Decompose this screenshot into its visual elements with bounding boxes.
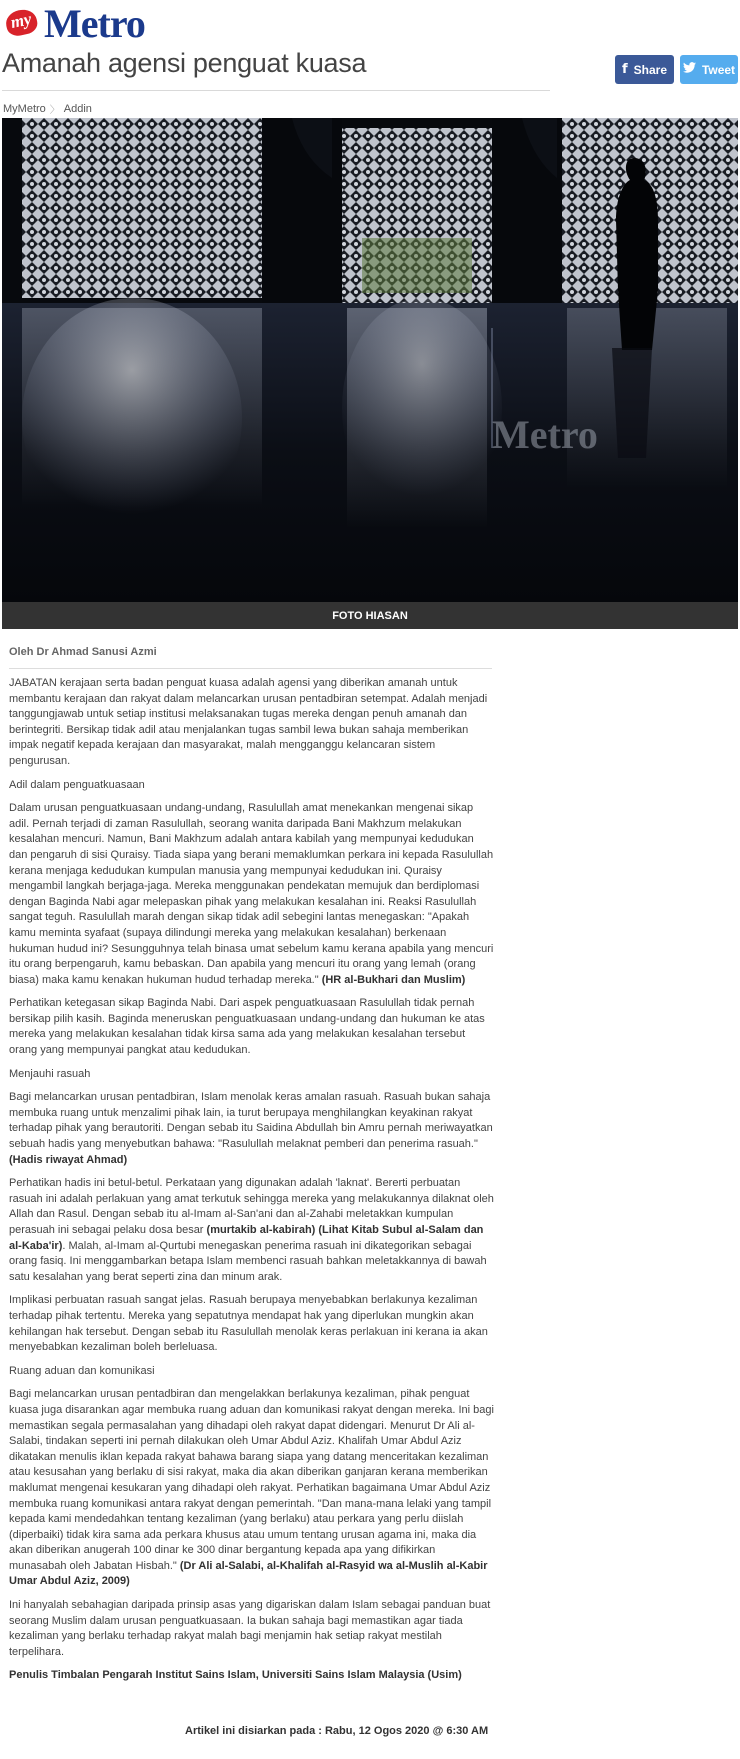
- twitter-bird-icon: [683, 62, 696, 77]
- article-byline: Oleh Dr Ahmad Sanusi Azmi: [9, 646, 157, 658]
- twitter-tweet-label: Tweet: [701, 62, 736, 77]
- article-subheading: Ruang aduan dan komunikasi: [9, 1364, 155, 1377]
- article-title: Amanah agensi penguat kuasa: [2, 48, 367, 78]
- article-paragraph: JABATAN kerajaan serta badan penguat kuasa adalah agensi yang diberikan amanah untuk membantu kerajaan dan rakyat dalam melancarkan urusan pentadbiran setempat. Adalah menjadi tanggungjawab untuk setiap institusi melaksanakan tugas mereka dengan penuh amanah dan berintegriti. Bersikap tidak adil atau menjalankan tugas sambil lewa bukan sahaja memberikan impak negatif kepada kerajaan dan masyarakat, malah mengganggu kelancaran sistem pengurusan.: [9, 677, 488, 767]
- paragraph-text: Perhatikan hadis ini betul-betul. Perkataan yang digunakan adalah 'laknat'. Bererti perbuatan rasuah ini adalah perlakuan yang amat terkutuk sehingga mereka yang melakukannya dilaknat oleh Allah dan Rasul. Dengan sebab itu al-Imam al-San'ani dan al-Zahabi meletakkan kumpulan perasuah ini sebagai pelaku dosa besar: [9, 1177, 494, 1236]
- site-logo[interactable]: [4, 2, 214, 46]
- article-paragraph: Ini hanyalah sebahagian daripada prinsip asas yang digariskan dalam Islam sebagai panduan buat seorang Muslim dalam urusan penguatkuasaan. Ia bukan sahaja bagi memastikan agar tiada kezaliman yang berlaku terhadap rakyat malah bagi menjamin hak setiap rakyat mestilah terpelihara.: [9, 1599, 491, 1658]
- article-paragraph: [9, 1176, 494, 1285]
- logo-metro-wordmark: Metro: [44, 1, 145, 46]
- article-hero-image: [2, 118, 738, 602]
- author-note: Penulis Timbalan Pengarah Institut Sains Islam, Universiti Sains Islam Malaysia (Usim): [9, 1669, 462, 1682]
- breadcrumb-item-addin[interactable]: Addin: [63, 102, 92, 115]
- article-paragraph: [9, 1387, 494, 1590]
- breadcrumb: [3, 101, 92, 116]
- paragraph-text: Bagi melancarkan urusan pentadbiran, Islam menolak keras amalan rasuah. Rasuah bukan sahaja membuka ruang untuk menzalimi pihak lain, ia turut berupaya menghilangkan keyakinan rakyat terhadap pihak yang berautoriti. Dengan sebab itu Saidina Abdullah bin Amru pernah meriwayatkan sebuah hadis yang menyebutkan bahawa: "Rasulullah melaknat pemberi dan penerima rasuah.": [9, 1091, 493, 1151]
- twitter-tweet-button[interactable]: [680, 55, 738, 84]
- article-paragraph: Perhatikan ketegasan sikap Baginda Nabi. Dari aspek penguatkuasaan Rasulullah tidak pernah bersikap pilih kasih. Baginda meneruskan penguatkuasaan undang-undang dan hukuman ke atas mereka yang melakukan kesalahan tidak kirsa sama ada yang melakukan kesalahan tersebut orang yang mempunyai pangkat atau kedudukan.: [9, 997, 485, 1057]
- facebook-icon: f: [621, 62, 628, 77]
- article-subheading: Menjauhi rasuah: [9, 1067, 91, 1080]
- breadcrumb-item-mymetro[interactable]: MyMetro: [3, 102, 46, 115]
- paragraph-text: Bagi melancarkan urusan pentadbiran dan mengelakkan berlakunya kezaliman, pihak penguat kuasa juga disarankan agar membuka ruang aduan dan komunikasi rakyat dengan mereka. Ini bagi memastikan segala permasalahan yang dihadapi oleh rakyat dapat didengari. Menurut Dr Ali al-Salabi, tindakan seperti ini pernah dilakukan oleh Umar Abdul Aziz. Khalifah Umar Abdul Aziz dikatakan menulis iklan kepada rakyat bahawa barang siapa yang datang menceritakan kezaliman atau kesusahan yang berlaku di sisi rakyat, maka dia akan diberikan ganjaran kerana memberikan maklumat mengenai kesukaran yang dihadapi oleh rakyat. Perhatikan bagaimana Umar Abdul Aziz membuka ruang komunikasi antara rakyat dengan pemerintah. "Dan mana-mana lelaki yang tampil kepada kami mendedahkan tentang kezaliman (yang berlaku) atau perkara yang perlu diislah (diperbaiki) tidak kira sama ada perkara khusus atau umum tentang urusan agama ini, maka dia akan diberikan anugerah 100 dinar ke 300 dinar bergantung kepada apa yang difikirkan munasabah oleh Jabatan Hisbah.": [9, 1388, 494, 1572]
- facebook-share-label: Share: [633, 62, 667, 77]
- image-watermark: Metro: [492, 412, 598, 457]
- logo-my-badge: my: [4, 7, 39, 38]
- article-body: [9, 676, 494, 1692]
- paragraph-text: Dalam urusan penguatkuasaan undang-undang, Rasulullah amat menekankan mengenai sikap adil. Pernah terjadi di zaman Rasulullah, seorang wanita daripada Bani Makhzum melakukan kesalahan mencuri. Namun, Bani Makhzum adalah antara kabilah yang mempunyai kedudukan dan pengaruh di sisi Quraisy. Tiada siapa yang berani memaklumkan perkara ini kepada Rasulullah kerana menjaga kedudukan kumpulan manusia yang mempunyai kedudukan ini. Quraisy mengambil langkah berjaga-jaga. Mereka menggunakan pendekatan memujuk dan berdiplomasi dengan Baginda Nabi agar melepaskan pihak yang melakukan kesalahan ini. Reaksi Rasulullah sangat teguh. Rasulullah marah dengan sikap tidak adil sebegini lantas menegaskan: "Apakah kamu meminta syafaat (supaya dilindungi mereka yang melakukan kesalahan) berkenaan hukuman hudud ini? Sesungguhnya telah binasa umat sebelum kamu kerana apabila yang mencuri itu orang berpengaruh, kamu bebaskan. Dan apabila yang mencuri itu orang yang lemah (orang biasa) maka kamu kenakan hukuman hudud terhadap mereka.": [9, 802, 494, 986]
- article-paragraph: [9, 1090, 494, 1168]
- publish-date: Artikel ini disiarkan pada : Rabu, 12 Ogos 2020 @ 6:30 AM: [185, 1725, 489, 1737]
- chevron-right-icon: 〉: [49, 105, 60, 116]
- article-paragraph: [9, 801, 494, 988]
- paragraph-text: . Malah, al-Imam al-Qurtubi menegaskan penerima rasuah ini dikategorikan sebagai orang fasiq. Ini menggambarkan betapa Islam membenci rasuah bahkan meletakkannya di bawah satu kesalahan yang berat seperti zina dan minum arak.: [9, 1239, 487, 1283]
- hadith-reference: (Hadis riwayat Ahmad): [9, 1153, 128, 1166]
- byline-divider: [9, 668, 492, 669]
- book-reference: (murtakib al-kabirah) (Lihat Kitab Subul al-Salam dan al-Kaba'ir): [9, 1224, 484, 1252]
- title-divider: [2, 90, 550, 91]
- hadith-reference: (HR al-Bukhari dan Muslim): [321, 973, 466, 986]
- facebook-share-button[interactable]: [615, 55, 674, 84]
- image-caption: FOTO HIASAN: [2, 602, 738, 629]
- book-reference: (Dr Ali al-Salabi, al-Khalifah al-Rasyid wa al-Muslih al-Kabir Umar Abdul Aziz, 2009): [9, 1559, 488, 1588]
- article-paragraph: Implikasi perbuatan rasuah sangat jelas. Rasuah berupaya menyebabkan berlakunya kezaliman terhadap pihak tertentu. Mereka yang sepatutnya mendapat hak yang diperlukan mungkin akan kehilangan hak tersebut. Dengan sebab itu Rasulullah menolak keras perlakuan ini kerana ia akan menyebabkan kezaliman boleh berleluasa.: [9, 1294, 488, 1354]
- article-subheading: Adil dalam penguatkuasaan: [9, 778, 145, 791]
